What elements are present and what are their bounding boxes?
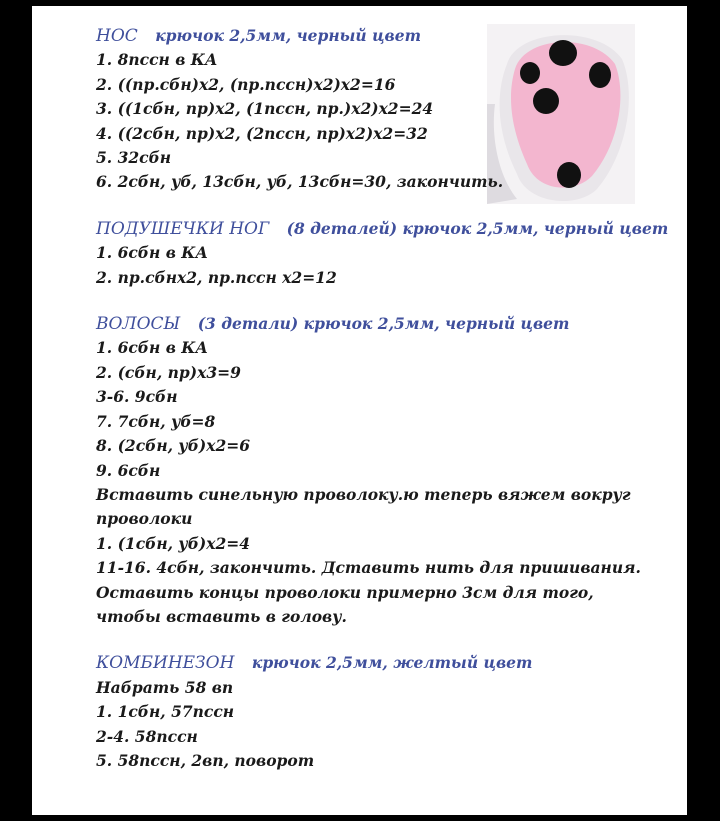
section-title: ПОДУШЕЧКИ НОГ [96,218,270,239]
pattern-row: 5. 58пссн, 2вп, поворот [96,750,315,770]
section-heading-hair [96,312,656,336]
pattern-row: 2. пр.сбнх2, пр.пссн х2=12 [96,267,337,287]
pattern-row: 2. (сбн, пр)х3=9 [96,362,241,382]
pattern-row: 7. 7сбн, уб=8 [96,411,216,431]
pattern-page [32,6,687,815]
pattern-row: 6. 2сбн, уб, 13сбн, уб, 13сбн=30, закончить. [96,172,504,192]
section-title: КОМБИНЕЗОН [96,653,235,674]
section-title: НОС [96,26,138,46]
section-title: ВОЛОСЫ [96,314,181,335]
pattern-row: 1. (1сбн, уб)х2=4 [96,533,251,553]
pattern-row: 1. 8пссн в КА [96,50,218,70]
section-subtitle: (3 детали) крючок 2,5мм, черный цвет [197,314,570,334]
pattern-row: 4. ((2сбн, пр)х2, (2пссн, пр)х2)х2=32 [96,123,428,143]
section-subtitle: (8 деталей) крючок 2,5мм, черный цвет [286,218,669,238]
pattern-row: 3-6. 9сбн [96,387,178,407]
section-heading-foot-pads [96,217,669,241]
pattern-row: 3. ((1сбн, пр)х2, (1пссн, пр.)х2)х2=24 [96,99,434,119]
pattern-row: 2-4. 58пссн [96,726,198,746]
pattern-row: 1. 1сбн, 57пссн [96,702,235,722]
pattern-row: 9. 6сбн [96,460,161,480]
section-subtitle: крючок 2,5мм, желтый цвет [251,653,533,673]
section-subtitle: крючок 2,5мм, черный цвет [155,26,421,45]
pattern-row: 2. ((пр.сбн)х2, (пр.пссн)х2)х2=16 [96,74,396,94]
pattern-text [96,24,669,773]
section-heading-nose [96,24,656,48]
section-heading-overalls [96,651,656,675]
pattern-row: 5. 32сбн [96,148,172,168]
pattern-row: Набрать 58 вп [96,677,234,697]
pattern-note: Вставить синельную проволоку.ю теперь вяжем вокруг проволоки [96,484,631,529]
pattern-row: 1. 6сбн в КА [96,243,208,263]
pattern-note: 11-16. 4сбн, закончить. Дставить нить для пришивания. Оставить концы проволоки примерно 3см для того, чтобы вставить в голову. [96,558,641,626]
pattern-row: 1. 6сбн в КА [96,338,208,358]
pattern-row: 8. (2сбн, уб)х2=6 [96,436,251,456]
